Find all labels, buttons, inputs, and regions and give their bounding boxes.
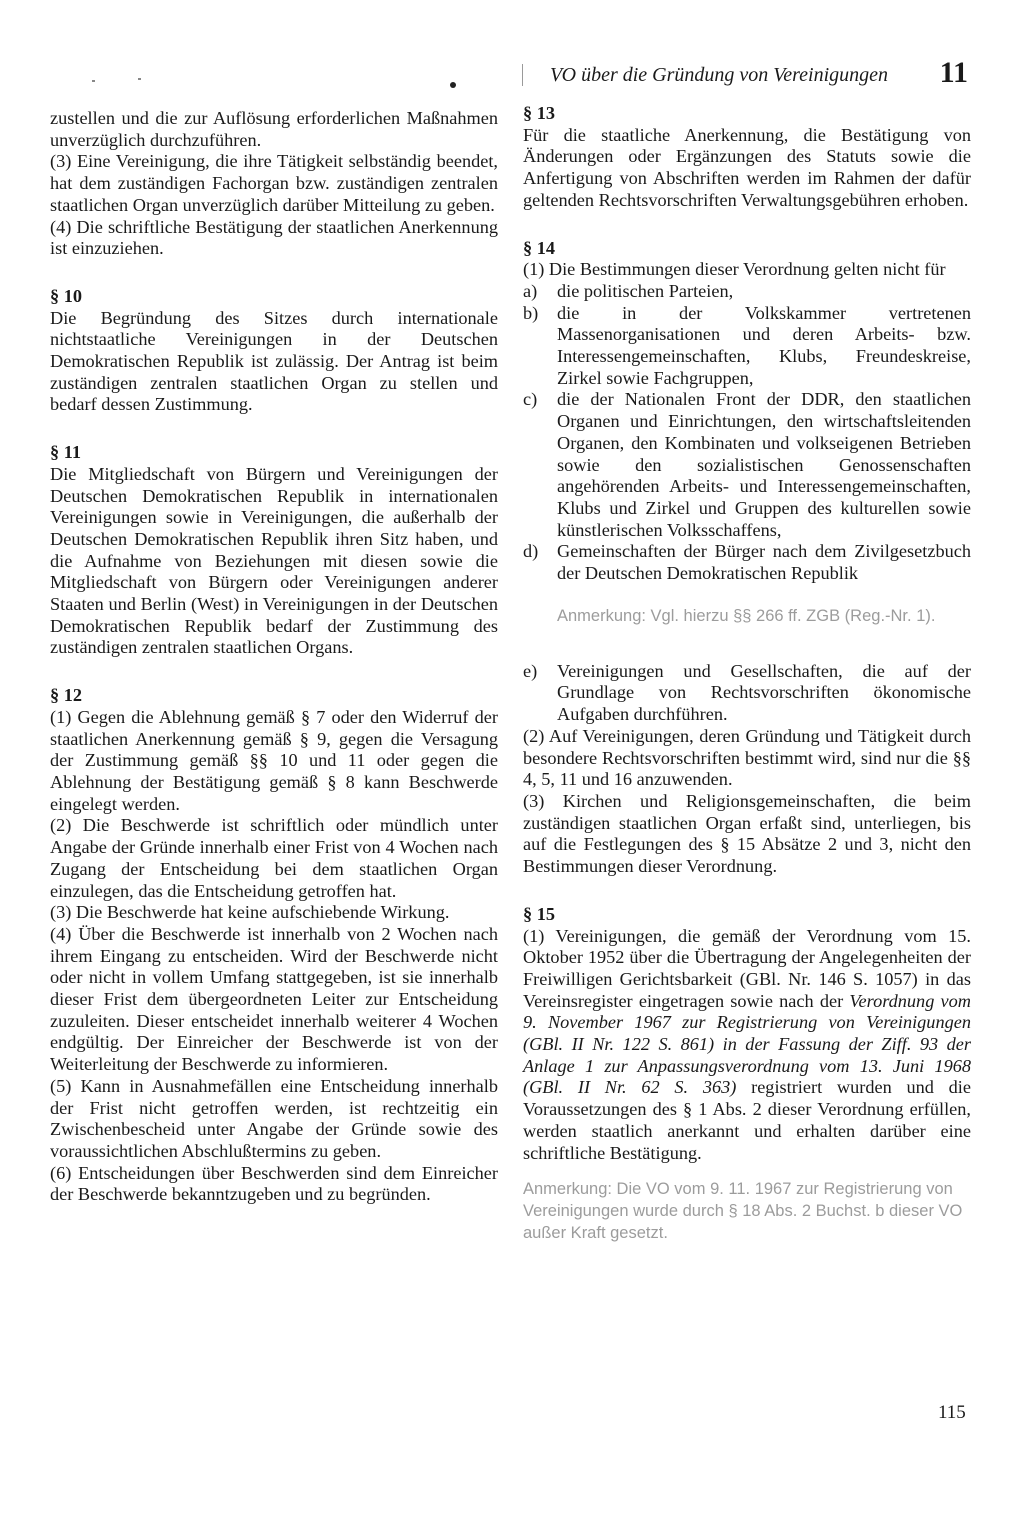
section-12-paragraph-5: (5) Kann in Ausnahmefällen eine Entscheidung innerhalb der Frist nicht getroffen werden, ist rechtzeitig ein Zwischenbescheid unter Angabe der Gründe sowie des voraussichtlichen Abschlußtermins zu geben. [50, 1075, 498, 1161]
section-12-paragraph-6: (6) Entscheidungen über Beschwerden sind dem Einreicher der Beschwerde bekanntzugeben und zu begründen. [50, 1162, 498, 1205]
exemption-list [523, 281, 971, 585]
list-item-label: e) [523, 660, 538, 681]
section-14-paragraph-3: (3) Kirchen und Religionsgemeinschaften, die beim zuständigen staatlichen Organ erfaßt sind, unterliegen, bis auf die Festlegungen des § 15 Absätze 2 und 3, nicht den Bestimmungen dieser Verordnung. [523, 790, 971, 877]
list-item-label: c) [523, 389, 538, 410]
section-11-text: Die Mitgliedschaft von Bürgern und Vereinigungen der Deutschen Demokratischen Republik in internationalen Vereinigungen sowie in Vereinigungen, die außerhalb der Deutschen Demokratischen Republik ihren Sitz haben, und die Aufnahme von Beziehungen mit diesen sowie die Mitgliedschaft von Bürgern oder Vereinigungen anderer Staaten und Berlin (West) in Vereinigungen in der Deutschen Demokratischen Republik bedarf der Zustimmung des zuständigen zentralen staatlichen Organs. [50, 463, 498, 658]
section-12-paragraph-1: (1) Gegen die Ablehnung gemäß § 7 oder den Widerruf der staatlichen Anerkennung gemäß § 9, gegen die Versagung der Zustimmung gemäß §§ 10 und 11 oder gegen die Ablehnung der Bestätigung gemäß § 8 kann Beschwerde eingelegt werden. [50, 706, 498, 814]
list-item-label: b) [523, 302, 539, 323]
section-14-paragraph-1: (1) Die Bestimmungen dieser Verordnung gelten nicht für [523, 259, 946, 280]
section-15-paragraph-1 [523, 926, 971, 1165]
chapter-number: 11 [939, 56, 968, 89]
list-item [523, 389, 971, 541]
section-heading-13: § 13 [523, 103, 555, 123]
section-12-paragraph-4: (4) Über die Beschwerde ist innerhalb von 2 Wochen nach ihrem Eingang zu entscheiden. Wird der Beschwerde nicht oder nicht in vollem Umfang stattgegeben, ist sie innerhalb dieser Frist dem übergeordneten Leiter zur Entscheidung zuzuleiten. Dieser entscheidet innerhalb weiterer 4 Wochen endgültig. Der Einreicher der Beschwerde ist von der Weiterleitung der Beschwerde zu informieren. [50, 923, 498, 1075]
list-item-text: Gemeinschaften der Bürger nach dem Zivilgesetzbuch der Deutschen Demokratischen Republik [557, 541, 971, 584]
exemption-list-continued [523, 661, 971, 726]
list-item [523, 661, 971, 726]
paragraph-intro: zustellen und die zur Auflösung erforderlichen Maßnahmen unverzüglich durchzuführen. [50, 108, 498, 150]
scan-speck [450, 82, 456, 88]
page-header [520, 58, 976, 94]
list-item [523, 281, 971, 303]
annotation-note-15: Anmerkung: Die VO vom 9. 11. 1967 zur Registrierung von Vereinigungen wurde durch § 18 Abs. 2 Buchst. b dieser VO außer Kraft gesetzt. [523, 1180, 963, 1243]
section-15-text-part-2: registriert wurden und die Voraussetzungen des § 1 Abs. 2 dieser Verordnung erfüllen, werden staatlich anerkannt und erhalten darüber eine schriftliche Bestätigung. [523, 1077, 971, 1163]
list-item-label: a) [523, 280, 538, 301]
section-15-text-part-1: (1) Vereinigungen, die gemäß der Verordnung vom 15. Oktober 1952 über die Übertragung der Angelegenheiten der Freiwilligen Gerichtsbarkeit (GBl. Nr. 146 S. 1057) in das Vereinsregister eingetragen sowie nach der [523, 925, 971, 1011]
section-heading-10: § 10 [50, 285, 82, 306]
left-column [50, 108, 498, 1206]
scan-speck [138, 78, 141, 80]
section-heading-15: § 15 [523, 903, 555, 924]
right-column [523, 103, 971, 1244]
list-item-text: die politischen Parteien, [557, 280, 734, 301]
list-item [523, 303, 971, 390]
page-number: 115 [938, 1402, 966, 1423]
list-item-label: d) [523, 541, 539, 562]
running-title: VO über die Gründung von Vereinigungen [550, 64, 889, 86]
list-item-text: Vereinigungen und Gesellschaften, die auf der Grundlage von Rechtsvorschriften ökonomische Aufgaben durchführen. [557, 660, 971, 725]
section-13-text: Für die staatliche Anerkennung, die Bestätigung von Änderungen oder Ergänzungen des Statuts sowie die Anfertigung von Abschriften werden im Rahmen der dafür geltenden Rechtsvorschriften Verwaltungsgebühren erhoben. [523, 124, 971, 210]
annotation-note-14: Anmerkung: Vgl. hierzu §§ 266 ff. ZGB (Reg.-Nr. 1). [557, 606, 936, 625]
list-item [523, 541, 971, 584]
paragraph-9-3: (3) Eine Vereinigung, die ihre Tätigkeit selbständig beendet, hat dem zuständigen Fachorgan bzw. zuständigen zentralen staatlichen Organ unverzüglich darüber Mitteilung zu geben. [50, 151, 498, 215]
section-heading-12: § 12 [50, 685, 82, 706]
paragraph-9-4: (4) Die schriftliche Bestätigung der staatlichen Anerkennung ist einzuziehen. [50, 216, 498, 259]
section-12-paragraph-2: (2) Die Beschwerde ist schriftlich oder mündlich unter Angabe der Gründe innerhalb einer Frist von 4 Wochen nach Zugang der Entscheidung bei dem staatlichen Organ einzulegen, das die Entscheidung getroffen hat. [50, 815, 498, 901]
list-item-text: die in der Volkskammer vertretenen Massenorganisationen und deren Arbeits- bzw. Interessengemeinschaften, Klubs, Freundeskreise, Zirkel sowie Fachgruppen, [557, 302, 971, 388]
list-item-text: die der Nationalen Front der DDR, den staatlichen Organen und Einrichtungen, den wirtschaftsleitenden Organen, den Kombinaten und volkseigenen Betrieben sowie den sozialistischen Genossenschaften angehörenden Arbeits- und Interessengemeinschaften, Klubs und Zirkel und Gruppen des kulturellen sowie künstlerischen Volksschaffens, [557, 389, 971, 540]
section-14-paragraph-2: (2) Auf Vereinigungen, deren Gründung und Tätigkeit durch besondere Rechtsvorschriften bestimmt wird, sind nur die §§ 4, 5, 11 und 16 anzuwenden. [523, 725, 971, 790]
scan-speck [92, 80, 95, 82]
section-10-text: Die Begründung des Sitzes durch internationale nichtstaatliche Vereinigungen in der Deutschen Demokratischen Republik ist zulässig. Der Antrag ist beim zuständigen zentralen staatlichen Organ zu stellen und bedarf dessen Zustimmung. [50, 307, 498, 415]
section-12-paragraph-3: (3) Die Beschwerde hat keine aufschiebende Wirkung. [50, 902, 450, 923]
header-rule [522, 64, 523, 86]
section-15-italic-reference: Verordnung vom 9. November 1967 zur Registrierung von Vereinigungen (GBl. II Nr. 122 S. 861) in der Fassung der Ziff. 93 der Anlage 1 zur Anpassungsverordnung vom 13. Juni 1968 (GBl. II Nr. 62 S. 363) [523, 990, 971, 1098]
section-heading-14: § 14 [523, 237, 555, 258]
section-heading-11: § 11 [50, 442, 81, 463]
